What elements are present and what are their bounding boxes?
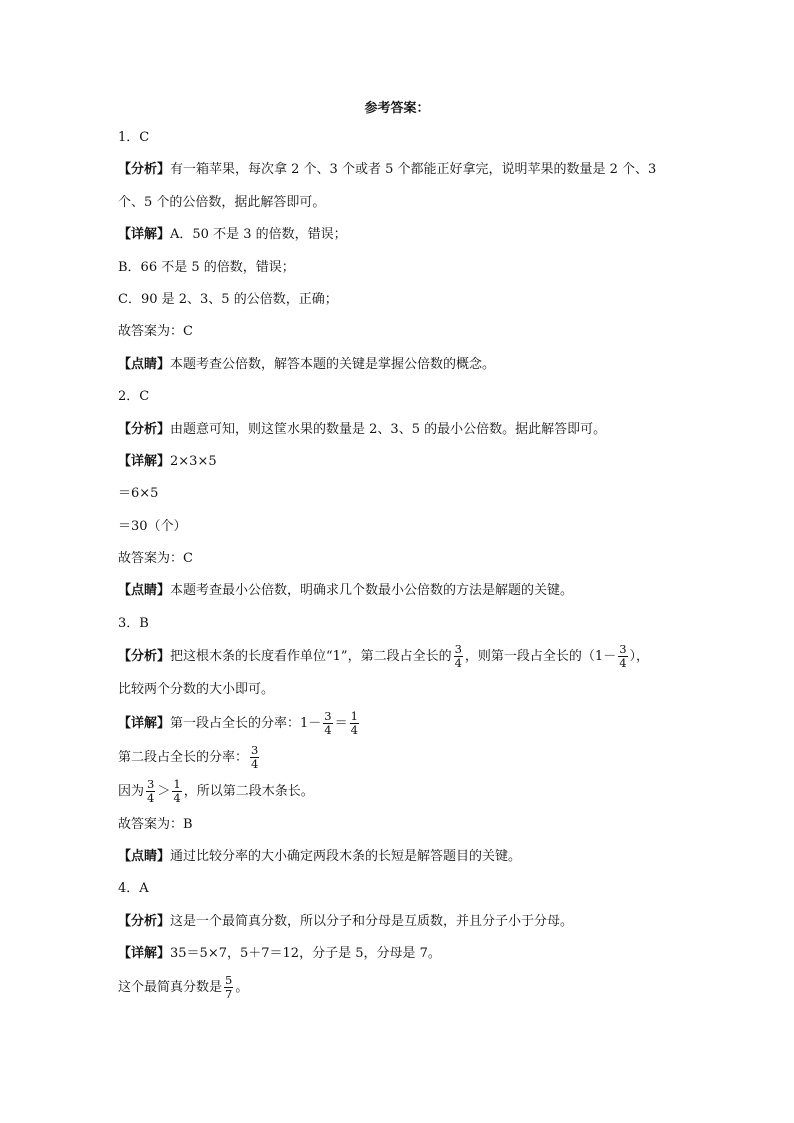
fraction-numerator: 3 (251, 742, 259, 757)
fraction-five-sevenths (224, 974, 233, 1001)
q3-detail-text-1a: 第一段占全长的分率：1－ (170, 715, 322, 731)
q1-detail-3: C．90 是 2、3、5 的公倍数，正确； (118, 291, 338, 307)
q3-comment (118, 841, 684, 873)
q3-detail-text-3c: ，所以第二段木条长。 (183, 783, 314, 799)
q4-number: 4．A (118, 881, 149, 897)
detail-tag: 【详解】 (118, 227, 171, 243)
fraction-one-quarter (350, 710, 359, 737)
q3-comment-text: 通过比较分率的大小确定两段木条的长短是解答题目的关键。 (170, 849, 522, 865)
fraction-denominator: 4 (619, 656, 627, 671)
fraction-denominator: 4 (173, 790, 181, 805)
q2-detail (118, 446, 684, 478)
fraction-numerator: 1 (173, 776, 181, 791)
detail-tag: 【详解】 (118, 946, 171, 962)
q1-comment (118, 349, 684, 381)
q3-analysis-text-c: ）， (629, 649, 650, 665)
q1-detail-2: B．66 不是 5 的倍数，错误； (118, 259, 295, 275)
q3-detail-text-3a: 因为 (118, 783, 145, 799)
detail-tag: 【详解】 (118, 453, 171, 469)
q1-analysis-cont: 个、5 个的公倍数，据此解答即可。 (118, 194, 326, 210)
q2-answer: 故答案为：C (118, 551, 193, 567)
fraction-three-quarters (146, 778, 155, 805)
q4-detail (118, 938, 684, 970)
fraction-numerator: 5 (225, 972, 233, 987)
q1-analysis (118, 154, 684, 186)
analysis-tag: 【分析】 (118, 913, 171, 929)
fraction-numerator: 3 (324, 708, 332, 723)
fraction-denominator: 7 (225, 986, 233, 1001)
fraction-three-quarters (454, 643, 463, 670)
answer-content (118, 122, 684, 1005)
fraction-numerator: 3 (147, 776, 155, 791)
q3-analysis (118, 640, 684, 674)
analysis-tag: 【分析】 (118, 421, 171, 437)
comment-tag: 【点睛】 (118, 356, 171, 372)
comment-tag: 【点睛】 (118, 849, 171, 865)
q3-detail-text-2a: 第二段占全长的分率： (118, 749, 249, 765)
fraction-denominator: 4 (454, 656, 462, 671)
detail-tag: 【详解】 (118, 715, 171, 731)
q3-detail-3 (118, 775, 684, 809)
q4-detail-text-2a: 这个最简真分数是 (118, 979, 223, 995)
comment-tag: 【点睛】 (118, 583, 171, 599)
fraction-three-quarters (250, 744, 259, 771)
q3-answer: 故答案为：B (118, 816, 193, 832)
q1-detail-text-1: A．50 不是 3 的倍数，错误； (170, 227, 347, 243)
q4-detail-2 (118, 971, 684, 1005)
q3-number: 3．B (118, 615, 149, 631)
q3-detail-2 (118, 741, 684, 775)
q4-detail-text-2b: 。 (235, 979, 249, 995)
q3-detail (118, 707, 684, 741)
q3-analysis-text-a: 把这根木条的长度看作单位“1”，第二段占全长的 (170, 649, 452, 665)
q1-comment-text: 本题考查公倍数，解答本题的关键是掌握公倍数的概念。 (170, 356, 496, 372)
q3-analysis-text-b: ，则第一段占全长的（1－ (464, 649, 617, 665)
q1-detail (118, 219, 684, 251)
q4-analysis-text: 这是一个最简真分数，所以分子和分母是互质数，并且分子小于分母。 (170, 913, 574, 929)
fraction-denominator: 4 (147, 790, 155, 805)
q3-detail-text-3b: ＞ (157, 783, 171, 799)
fraction-denominator: 4 (350, 722, 358, 737)
q1-answer: 故答案为：C (118, 324, 193, 340)
q2-detail-3: ＝30（个） (118, 518, 187, 534)
fraction-numerator: 1 (350, 708, 358, 723)
q2-detail-2: ＝6×5 (118, 486, 159, 502)
q4-analysis (118, 906, 684, 938)
q2-comment (118, 575, 684, 607)
fraction-three-quarters (323, 710, 332, 737)
q2-comment-text: 本题考查最小公倍数，明确求几个数最小公倍数的方法是解题的关键。 (170, 583, 574, 599)
q2-number: 2．C (118, 389, 150, 405)
q1-analysis-text-1: 有一箱苹果，每次拿 2 个、3 个或者 5 个都能正好拿完，说明苹果的数量是 2 个、3 (170, 162, 657, 178)
q4-detail-text-1: 35＝5×7，5＋7＝12，分子是 5，分母是 7。 (170, 946, 441, 962)
q2-detail-text-1: 2×3×5 (170, 453, 217, 469)
q2-analysis (118, 414, 684, 446)
fraction-three-quarters (618, 643, 627, 670)
fraction-one-quarter (172, 778, 181, 805)
page-title: 参考答案： (364, 101, 430, 116)
fraction-denominator: 4 (324, 722, 332, 737)
q3-detail-text-1b: ＝ (334, 715, 348, 731)
q2-analysis-text: 由题意可知，则这筐水果的数量是 2、3、5 的最小公倍数。据此解答即可。 (170, 421, 607, 437)
q1-number: 1．C (118, 130, 150, 145)
fraction-numerator: 3 (454, 642, 462, 657)
analysis-tag: 【分析】 (118, 162, 171, 178)
analysis-tag: 【分析】 (118, 649, 171, 665)
fraction-denominator: 4 (251, 756, 259, 771)
fraction-numerator: 3 (619, 642, 627, 657)
q3-analysis-cont: 比较两个分数的大小即可。 (118, 682, 275, 698)
